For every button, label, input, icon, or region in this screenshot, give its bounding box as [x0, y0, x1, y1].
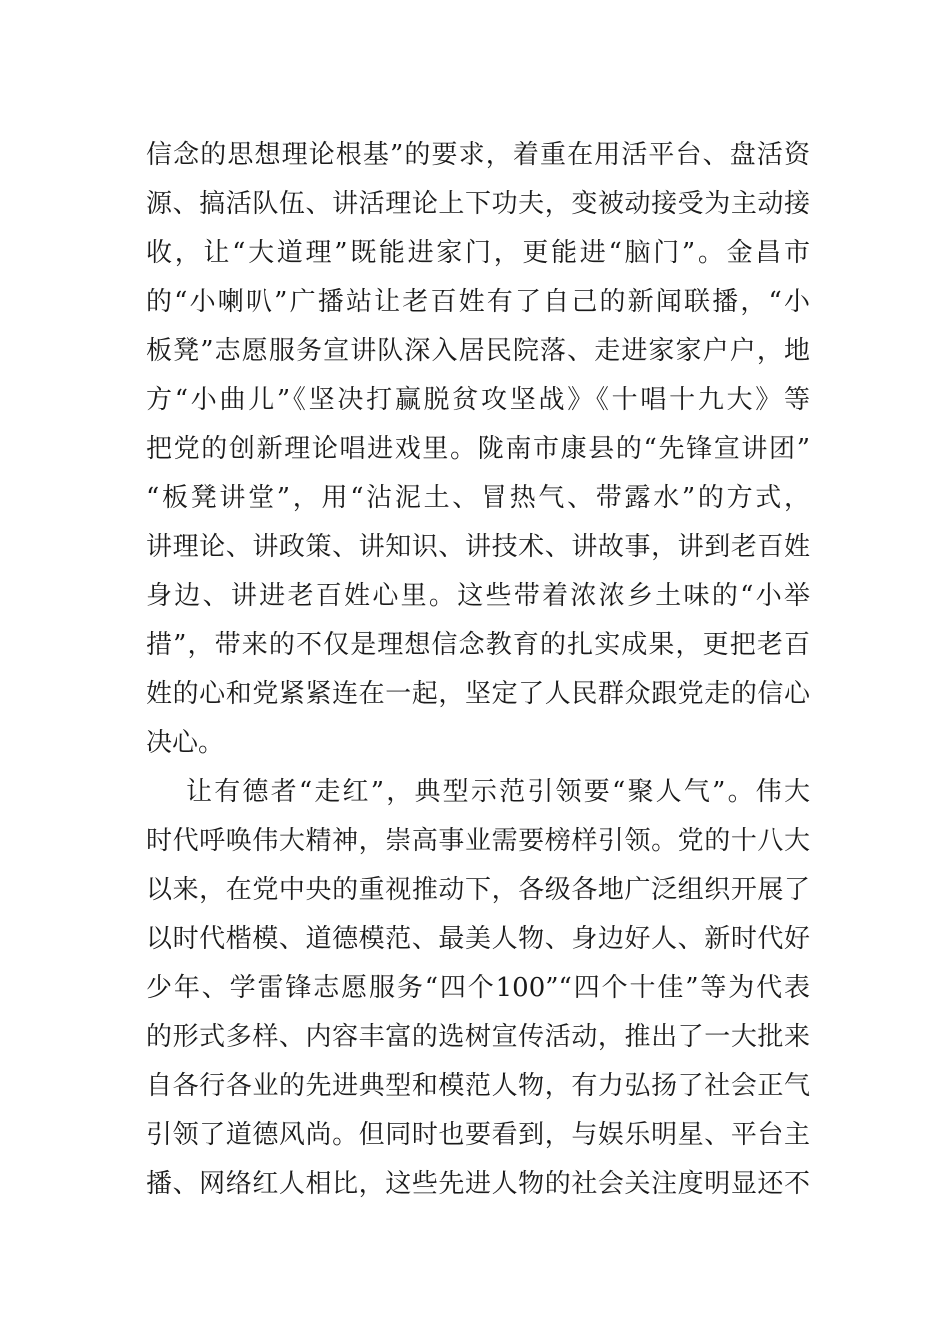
text-line: 引领了道德风尚。但同时也要看到，与娱乐明星、平台主 — [146, 1120, 810, 1150]
text-line: 播、网络红人相比，这些先进人物的社会关注度明显还不 — [146, 1169, 810, 1199]
text-line: 自各行各业的先进典型和模范人物，有力弘扬了社会正气 — [146, 1071, 810, 1101]
text-line: “板凳讲堂”，用“沾泥土、冒热气、带露水”的方式， — [146, 483, 810, 513]
text-line: 板凳”志愿服务宣讲队深入居民院落、走进家家户户，地 — [146, 336, 810, 366]
text-line: 的“小喇叭”广播站让老百姓有了自己的新闻联播，“小 — [146, 287, 810, 317]
paragraph-1 — [146, 131, 810, 768]
text-line: 以时代楷模、道德模范、最美人物、身边好人、新时代好 — [146, 924, 810, 954]
text-line: 决心。 — [146, 728, 225, 758]
text-line: 把党的创新理论唱进戏里。陇南市康县的“先锋宣讲团” — [146, 434, 810, 464]
text-line: 讲理论、讲政策、讲知识、讲技术、讲故事，讲到老百姓 — [146, 532, 810, 562]
text-line: 以来，在党中央的重视推动下，各级各地广泛组织开展了 — [146, 875, 810, 905]
text-line: 信念的思想理论根基”的要求，着重在用活平台、盘活资 — [146, 140, 810, 170]
text-line: 的形式多样、内容丰富的选树宣传活动，推出了一大批来 — [146, 1022, 810, 1052]
text-line: 姓的心和党紧紧连在一起，坚定了人民群众跟党走的信心 — [146, 679, 810, 709]
text-line: 让有德者“走红”，典型示范引领要“聚人气”。伟大 — [186, 777, 810, 807]
text-line: 身边、讲进老百姓心里。这些带着浓浓乡土味的“小举 — [146, 581, 810, 611]
text-line: 措”，带来的不仅是理想信念教育的扎实成果，更把老百 — [146, 630, 810, 660]
text-line: 少年、学雷锋志愿服务“四个100”“四个十佳”等为代表 — [146, 973, 810, 1003]
text-line: 源、搞活队伍、讲活理论上下功夫，变被动接受为主动接 — [146, 189, 810, 219]
body-text — [146, 131, 810, 1209]
text-line: 收，让“大道理”既能进家门，更能进“脑门”。金昌市 — [146, 238, 810, 268]
paragraph-2 — [146, 768, 810, 1209]
text-line: 时代呼唤伟大精神，崇高事业需要榜样引领。党的十八大 — [146, 826, 810, 856]
text-line: 方“小曲儿”《坚决打赢脱贫攻坚战》《十唱十九大》等 — [146, 385, 810, 415]
